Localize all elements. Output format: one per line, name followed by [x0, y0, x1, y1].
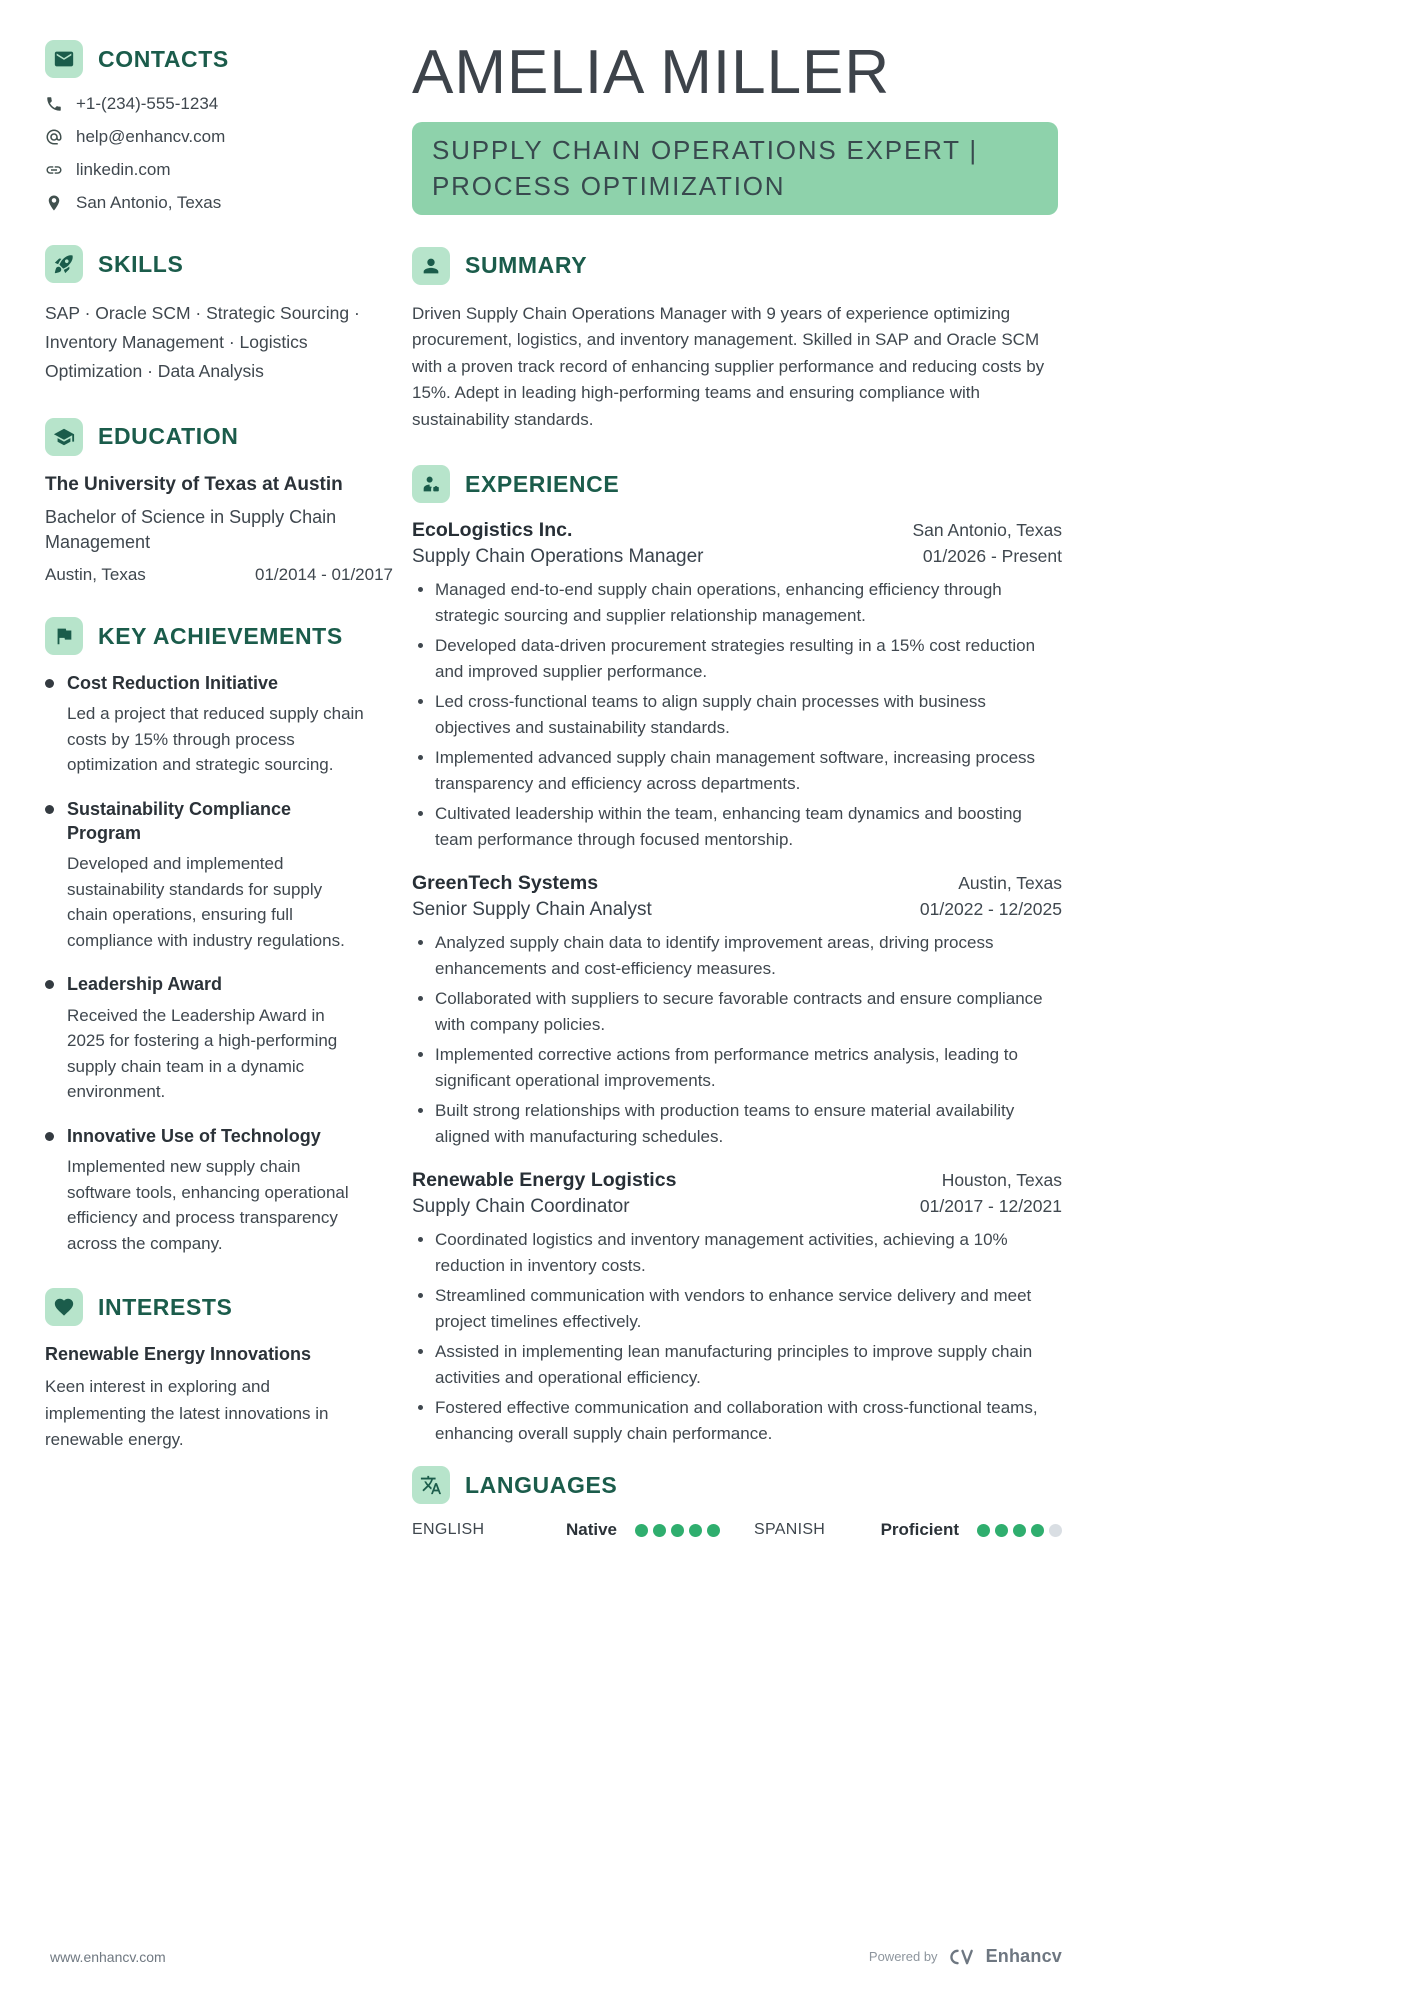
- at-icon: [45, 128, 63, 146]
- achievement-title: Sustainability Compliance Program: [67, 798, 292, 844]
- bullet-dot-icon: [45, 980, 54, 989]
- job-dates: 01/2022 - 12/2025: [919, 899, 1062, 920]
- job-bullet: • Fostered effective communication and collaboration with cross-functional teams, enhancing overall supply chain performance.: [435, 1395, 1062, 1446]
- experience-entry: [412, 1169, 1062, 1446]
- interest-title: Renewable Energy Innovations: [45, 1344, 312, 1365]
- rating-dot: [653, 1524, 666, 1537]
- experience-heading: [412, 465, 1062, 503]
- language-list: [412, 1520, 1062, 1540]
- link-icon: [45, 161, 63, 179]
- language-item: [412, 1520, 720, 1540]
- contact-linkedin-text: linkedin.com: [76, 160, 171, 179]
- job-bullet-list: [412, 577, 1062, 852]
- location-icon: [45, 194, 63, 212]
- summary-text: Driven Supply Chain Operations Manager with 9 years of experience optimizing procurement, logistics, and inventory management. Skilled in SAP and Oracle SCM with a proven track record of enhancing supplier performance and reducing costs by 15%. Adept in leading high-performing teams and ensuring compliance with sustainability standards.: [412, 303, 1045, 429]
- job-bullet: • Led cross-functional teams to align supply chain processes with business objectives and sustainability standards.: [435, 689, 1062, 740]
- right-column: [412, 40, 1062, 1540]
- rating-dot: [671, 1524, 684, 1537]
- job-bullet: • Assisted in implementing lean manufacturing principles to improve supply chain activities and operational efficiency.: [435, 1339, 1062, 1390]
- bullet-dot-icon: [45, 805, 54, 814]
- page-footer: [50, 1946, 1062, 1967]
- rating-dot: [1031, 1524, 1044, 1537]
- language-name: SPANISH: [754, 1521, 826, 1539]
- heart-icon: [45, 1288, 83, 1326]
- language-level: Proficient: [880, 1520, 959, 1540]
- powered-by-group[interactable]: [869, 1946, 1062, 1967]
- achievement-item: [45, 972, 397, 1104]
- achievement-title: Leadership Award: [67, 974, 223, 995]
- job-dates: 01/2017 - 12/2021: [919, 1196, 1062, 1217]
- contact-location: [45, 193, 397, 213]
- language-name: ENGLISH: [412, 1521, 485, 1539]
- education-title: EDUCATION: [98, 423, 239, 450]
- job-location: Houston, Texas: [941, 1170, 1062, 1191]
- section-contacts: [45, 40, 397, 213]
- language-rating-dots: [635, 1524, 720, 1537]
- rating-dot: [689, 1524, 702, 1537]
- contact-linkedin[interactable]: [45, 160, 397, 180]
- languages-title: LANGUAGES: [465, 1471, 618, 1498]
- section-languages: [412, 1466, 1062, 1540]
- job-bullet: • Developed data-driven procurement strategies resulting in a 15% cost reduction and improved supplier performance.: [435, 633, 1062, 684]
- achievement-description: Implemented new supply chain software tools, enhancing operational efficiency and process transparency across the company.: [67, 1157, 349, 1253]
- rating-dot: [707, 1524, 720, 1537]
- contact-email[interactable]: [45, 127, 397, 147]
- job-location: Austin, Texas: [958, 873, 1062, 894]
- graduation-cap-icon: [45, 418, 83, 456]
- contacts-heading: [45, 40, 397, 78]
- languages-heading: [412, 1466, 1062, 1504]
- company-name: GreenTech Systems: [412, 872, 599, 895]
- rating-dot: [977, 1524, 990, 1537]
- experience-entry: [412, 519, 1062, 852]
- summary-title: SUMMARY: [465, 252, 588, 279]
- flag-icon: [45, 617, 83, 655]
- left-column: [45, 40, 397, 1485]
- job-bullet: • Streamlined communication with vendors to enhance service delivery and meet project timelines effectively.: [435, 1283, 1062, 1334]
- phone-icon: [45, 95, 63, 113]
- contacts-title: CONTACTS: [98, 45, 229, 72]
- enhancv-brand-name: Enhancv: [985, 1946, 1062, 1966]
- job-role: Supply Chain Operations Manager: [412, 546, 704, 568]
- achievement-description: Led a project that reduced supply chain costs by 15% through process optimization and strategic sourcing.: [67, 704, 364, 775]
- job-location: San Antonio, Texas: [912, 520, 1062, 541]
- education-location: Austin, Texas: [45, 565, 146, 585]
- contact-phone-text: +1-(234)-555-1234: [76, 94, 219, 113]
- person-icon: [412, 247, 450, 285]
- contact-phone[interactable]: [45, 94, 397, 114]
- skills-list: SAP · Oracle SCM · Strategic Sourcing · Inventory Management · Logistics Optimization · Data Analysis: [45, 303, 360, 381]
- interest-description: Keen interest in exploring and implementing the latest innovations in renewable energy.: [45, 1377, 329, 1450]
- experience-entry: [412, 872, 1062, 1149]
- section-interests: [45, 1288, 397, 1453]
- job-bullet: • Coordinated logistics and inventory management activities, achieving a 10% reduction in inventory costs.: [435, 1227, 1062, 1278]
- company-name: Renewable Energy Logistics: [412, 1169, 677, 1192]
- job-bullet-list: [412, 1227, 1062, 1446]
- education-dates: 01/2014 - 01/2017: [254, 565, 393, 585]
- achievement-title: Cost Reduction Initiative: [67, 673, 279, 694]
- language-level: Native: [565, 1520, 617, 1540]
- education-school: The University of Texas at Austin: [45, 473, 343, 495]
- job-bullet: • Implemented corrective actions from performance metrics analysis, leading to significant operational improvements.: [435, 1042, 1062, 1093]
- interest-item: [45, 1342, 397, 1453]
- education-meta: [45, 565, 393, 585]
- translate-icon: [412, 1466, 450, 1504]
- contact-email-text: help@enhancv.com: [76, 127, 226, 146]
- envelope-icon: [45, 40, 83, 78]
- language-item: [754, 1520, 1062, 1540]
- section-experience: [412, 465, 1062, 1446]
- candidate-name: AMELIA MILLER: [412, 38, 891, 107]
- key-achievements-heading: [45, 617, 397, 655]
- rating-dot: [635, 1524, 648, 1537]
- section-education: [45, 418, 397, 585]
- enhancv-logo-icon: [947, 1948, 977, 1966]
- job-bullet: • Collaborated with suppliers to secure favorable contracts and ensure compliance with company policies.: [435, 986, 1062, 1037]
- achievement-title: Innovative Use of Technology: [67, 1125, 321, 1146]
- job-bullet: • Built strong relationships with production teams to ensure material availability aligned with manufacturing schedules.: [435, 1098, 1062, 1149]
- job-bullet: • Cultivated leadership within the team, enhancing team dynamics and boosting team performance through focused mentorship.: [435, 801, 1062, 852]
- job-bullet: • Managed end-to-end supply chain operations, enhancing efficiency through strategic sourcing and supplier relationship management.: [435, 577, 1062, 628]
- person-briefcase-icon: [412, 465, 450, 503]
- achievement-item: [45, 671, 397, 778]
- skills-title: SKILLS: [98, 250, 184, 277]
- achievement-description: Received the Leadership Award in 2025 for fostering a high-performing supply chain team in a dynamic environment.: [67, 1005, 338, 1102]
- rating-dot: [995, 1524, 1008, 1537]
- job-bullet: • Implemented advanced supply chain management software, increasing process transparency and efficiency across departments.: [435, 745, 1062, 796]
- bullet-dot-icon: [45, 679, 54, 688]
- experience-title: EXPERIENCE: [465, 470, 620, 497]
- key-achievements-title: KEY ACHIEVEMENTS: [98, 622, 343, 649]
- job-dates: 01/2026 - Present: [922, 546, 1062, 567]
- company-name: EcoLogistics Inc.: [412, 519, 573, 542]
- interests-title: INTERESTS: [98, 1293, 233, 1320]
- job-title-banner: SUPPLY CHAIN OPERATIONS EXPERT | PROCESS OPTIMIZATION: [412, 122, 1058, 215]
- education-degree: Bachelor of Science in Supply Chain Management: [45, 506, 337, 552]
- achievement-item: [45, 797, 397, 954]
- section-key-achievements: [45, 617, 397, 1256]
- section-summary: [412, 247, 1062, 434]
- achievement-item: [45, 1124, 397, 1256]
- language-rating-dots: [977, 1524, 1062, 1537]
- job-bullet-list: [412, 930, 1062, 1149]
- section-skills: [45, 245, 397, 386]
- summary-heading: [412, 247, 1062, 285]
- contact-location-text: San Antonio, Texas: [76, 193, 222, 212]
- rocket-icon: [45, 245, 83, 283]
- footer-website-link[interactable]: www.enhancv.com: [50, 1948, 166, 1965]
- job-role: Senior Supply Chain Analyst: [412, 899, 652, 921]
- rating-dot: [1013, 1524, 1026, 1537]
- interests-heading: [45, 1288, 397, 1326]
- skills-heading: [45, 245, 397, 283]
- job-role: Supply Chain Coordinator: [412, 1196, 630, 1218]
- job-bullet: • Analyzed supply chain data to identify improvement areas, driving process enhancements and cost-efficiency measures.: [435, 930, 1062, 981]
- education-heading: [45, 418, 397, 456]
- achievement-description: Developed and implemented sustainability standards for supply chain operations, ensuring full compliance with industry regulations.: [67, 854, 345, 950]
- bullet-dot-icon: [45, 1132, 54, 1141]
- powered-by-label: Powered by: [868, 1949, 938, 1964]
- rating-dot: [1049, 1524, 1062, 1537]
